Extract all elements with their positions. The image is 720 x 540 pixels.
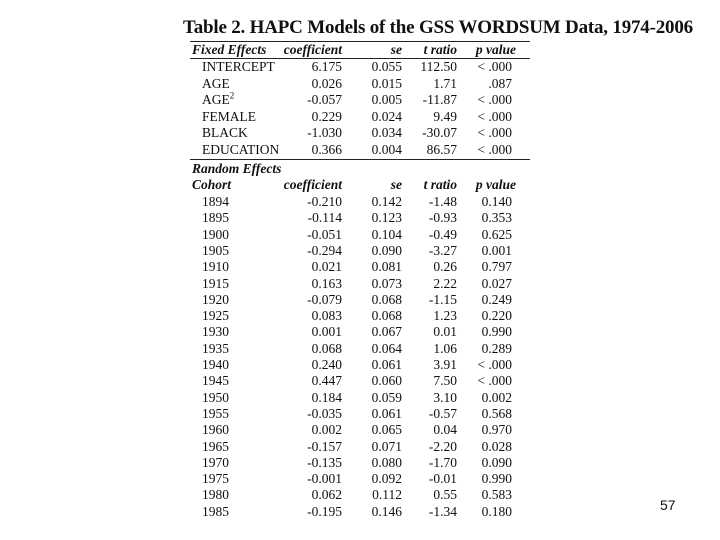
header-t-ratio: t ratio [423, 42, 457, 57]
coefficient-cell: 0.447 [311, 373, 342, 389]
table-title: Table 2. HAPC Models of the GSS WORDSUM Data, 1974-2006 [183, 17, 693, 38]
t-ratio-cell: 86.57 [426, 142, 457, 157]
se-cell: 0.034 [371, 125, 402, 141]
row-label: 1920 [202, 291, 229, 307]
coefficient-cell: 0.068 [311, 340, 342, 356]
p-value-cell: 0.990 [481, 324, 512, 340]
header-coefficient: coefficient [283, 177, 342, 192]
header-t-ratio: t ratio [423, 177, 457, 192]
row-label: 1894 [202, 194, 229, 209]
row-label: 1910 [202, 259, 229, 275]
p-value-cell: < .000 [477, 373, 512, 389]
se-cell: 0.080 [371, 454, 402, 470]
p-value-cell: 0.797 [481, 259, 512, 275]
p-value-cell: .087 [488, 75, 512, 91]
se-cell: 0.073 [371, 275, 402, 291]
p-value-cell: 0.990 [481, 471, 512, 487]
row-label: 1905 [202, 242, 229, 258]
coefficient-cell: 0.240 [311, 357, 342, 372]
header-se: se [390, 177, 402, 192]
t-ratio-cell: 3.91 [433, 357, 457, 372]
se-cell: 0.142 [371, 194, 402, 209]
t-ratio-cell: 9.49 [433, 108, 457, 124]
row-label: BLACK [202, 125, 248, 141]
se-cell: 0.081 [371, 259, 402, 275]
row-label: EDUCATION [202, 142, 280, 157]
t-ratio-cell: 7.50 [433, 373, 457, 389]
row-label: INTERCEPT [202, 59, 275, 74]
coefficient-cell: 0.001 [311, 324, 342, 340]
coefficient-cell: -0.195 [307, 503, 342, 519]
t-ratio-cell: 0.26 [433, 259, 457, 275]
header-cohort: Cohort [192, 177, 232, 192]
t-ratio-cell: 3.10 [433, 389, 457, 405]
p-value-cell: < .000 [477, 357, 512, 372]
t-ratio-cell: 1.06 [433, 340, 457, 356]
row-label: 1980 [202, 487, 229, 503]
header-fixed-effects: Fixed Effects [192, 42, 267, 57]
row-label: 1965 [202, 438, 229, 454]
row-label: 1915 [202, 275, 229, 291]
coefficient-cell: 0.062 [311, 487, 342, 503]
header-se: se [390, 42, 402, 57]
coefficient-cell: 6.175 [311, 59, 342, 74]
p-value-cell: 0.180 [481, 503, 512, 519]
se-cell: 0.092 [371, 471, 402, 487]
se-cell: 0.068 [371, 291, 402, 307]
coefficient-cell: -0.051 [307, 226, 342, 242]
coefficient-cell: -1.030 [307, 125, 342, 141]
p-value-cell: 0.353 [481, 210, 512, 226]
t-ratio-cell: -1.15 [428, 291, 457, 307]
header-coefficient: coefficient [283, 42, 342, 57]
row-label: 1970 [202, 454, 229, 470]
p-value-cell: < .000 [477, 59, 512, 74]
age-squared-superscript: 2 [229, 90, 235, 101]
se-cell: 0.060 [371, 373, 402, 389]
se-cell: 0.055 [371, 59, 402, 74]
p-value-cell: < .000 [477, 125, 512, 141]
page-number: 57 [660, 497, 676, 513]
p-value-cell: 0.028 [481, 438, 512, 454]
se-cell: 0.015 [371, 75, 402, 91]
p-value-cell: 0.249 [481, 291, 512, 307]
coefficient-cell: 0.021 [311, 259, 342, 275]
t-ratio-cell: -1.70 [428, 454, 457, 470]
se-cell: 0.061 [371, 405, 402, 421]
p-value-cell: 0.970 [481, 422, 512, 438]
coefficient-cell: -0.079 [307, 291, 342, 307]
row-label: 1935 [202, 340, 229, 356]
t-ratio-cell: -0.01 [428, 471, 457, 487]
se-cell: 0.123 [371, 210, 402, 226]
se-cell: 0.064 [371, 340, 402, 356]
row-label: 1945 [202, 373, 229, 389]
p-value-cell: 0.140 [481, 194, 512, 209]
t-ratio-cell: 0.01 [433, 324, 457, 340]
p-value-cell: 0.220 [481, 308, 512, 324]
se-cell: 0.090 [371, 242, 402, 258]
row-label: AGE$^2$ [202, 90, 235, 108]
p-value-cell: < .000 [477, 108, 512, 124]
t-ratio-cell: -2.20 [428, 438, 457, 454]
se-cell: 0.065 [371, 422, 402, 438]
random-section-rule [190, 159, 530, 160]
t-ratio-cell: 112.50 [420, 59, 457, 74]
row-label: 1895 [202, 210, 229, 226]
t-ratio-cell: -1.48 [428, 194, 457, 209]
coefficient-cell: -0.157 [307, 438, 342, 454]
coefficient-cell: -0.210 [307, 194, 342, 209]
se-cell: 0.004 [371, 142, 402, 157]
t-ratio-cell: 2.22 [433, 275, 457, 291]
header-p-value: p value [475, 42, 516, 57]
t-ratio-cell: -0.57 [428, 405, 457, 421]
t-ratio-cell: -30.07 [422, 125, 457, 141]
se-cell: 0.068 [371, 308, 402, 324]
coefficient-cell: 0.163 [311, 275, 342, 291]
p-value-cell: 0.289 [481, 340, 512, 356]
row-label: 1900 [202, 226, 229, 242]
row-label: 1925 [202, 308, 229, 324]
coefficient-cell: 0.083 [311, 308, 342, 324]
row-label: FEMALE [202, 108, 256, 124]
p-value-cell: < .000 [477, 142, 512, 157]
p-value-cell: 0.625 [481, 226, 512, 242]
row-label: AGE [202, 75, 230, 91]
t-ratio-cell: 1.71 [433, 75, 457, 91]
row-label: 1955 [202, 405, 229, 421]
random-effects-title: Random Effects [192, 161, 282, 176]
coefficient-cell: -0.001 [307, 471, 342, 487]
row-label: 1940 [202, 357, 229, 372]
se-cell: 0.071 [371, 438, 402, 454]
coefficient-cell: 0.184 [311, 389, 342, 405]
p-value-cell: 0.583 [481, 487, 512, 503]
se-cell: 0.024 [371, 108, 402, 124]
coefficient-cell: -0.294 [307, 242, 342, 258]
p-value-cell: 0.001 [481, 242, 512, 258]
se-cell: 0.059 [371, 389, 402, 405]
row-label: 1950 [202, 389, 229, 405]
coefficient-cell: 0.229 [311, 108, 342, 124]
t-ratio-cell: 0.04 [433, 422, 457, 438]
t-ratio-cell: -11.87 [422, 92, 457, 108]
se-cell: 0.112 [372, 487, 402, 503]
row-label: 1960 [202, 422, 229, 438]
t-ratio-cell: -0.93 [428, 210, 457, 226]
coefficient-cell: 0.366 [311, 142, 342, 157]
p-value-cell: 0.568 [481, 405, 512, 421]
se-cell: 0.061 [371, 357, 402, 372]
coefficient-cell: -0.057 [307, 92, 342, 108]
p-value-cell: < .000 [477, 92, 512, 108]
se-cell: 0.005 [371, 92, 402, 108]
t-ratio-cell: 1.23 [433, 308, 457, 324]
t-ratio-cell: -1.34 [428, 503, 457, 519]
t-ratio-cell: -3.27 [428, 242, 457, 258]
se-cell: 0.067 [371, 324, 402, 340]
se-cell: 0.146 [371, 503, 402, 519]
header-p-value: p value [475, 177, 516, 192]
p-value-cell: 0.027 [481, 275, 512, 291]
se-cell: 0.104 [371, 226, 402, 242]
coefficient-cell: -0.135 [307, 454, 342, 470]
t-ratio-cell: -0.49 [428, 226, 457, 242]
p-value-cell: 0.002 [481, 389, 512, 405]
row-label: 1975 [202, 471, 229, 487]
row-label: 1930 [202, 324, 229, 340]
p-value-cell: 0.090 [481, 454, 512, 470]
coefficient-cell: -0.035 [307, 405, 342, 421]
t-ratio-cell: 0.55 [433, 487, 457, 503]
row-label: 1985 [202, 503, 229, 519]
coefficient-cell: -0.114 [307, 210, 342, 226]
coefficient-cell: 0.002 [311, 422, 342, 438]
coefficient-cell: 0.026 [311, 75, 342, 91]
